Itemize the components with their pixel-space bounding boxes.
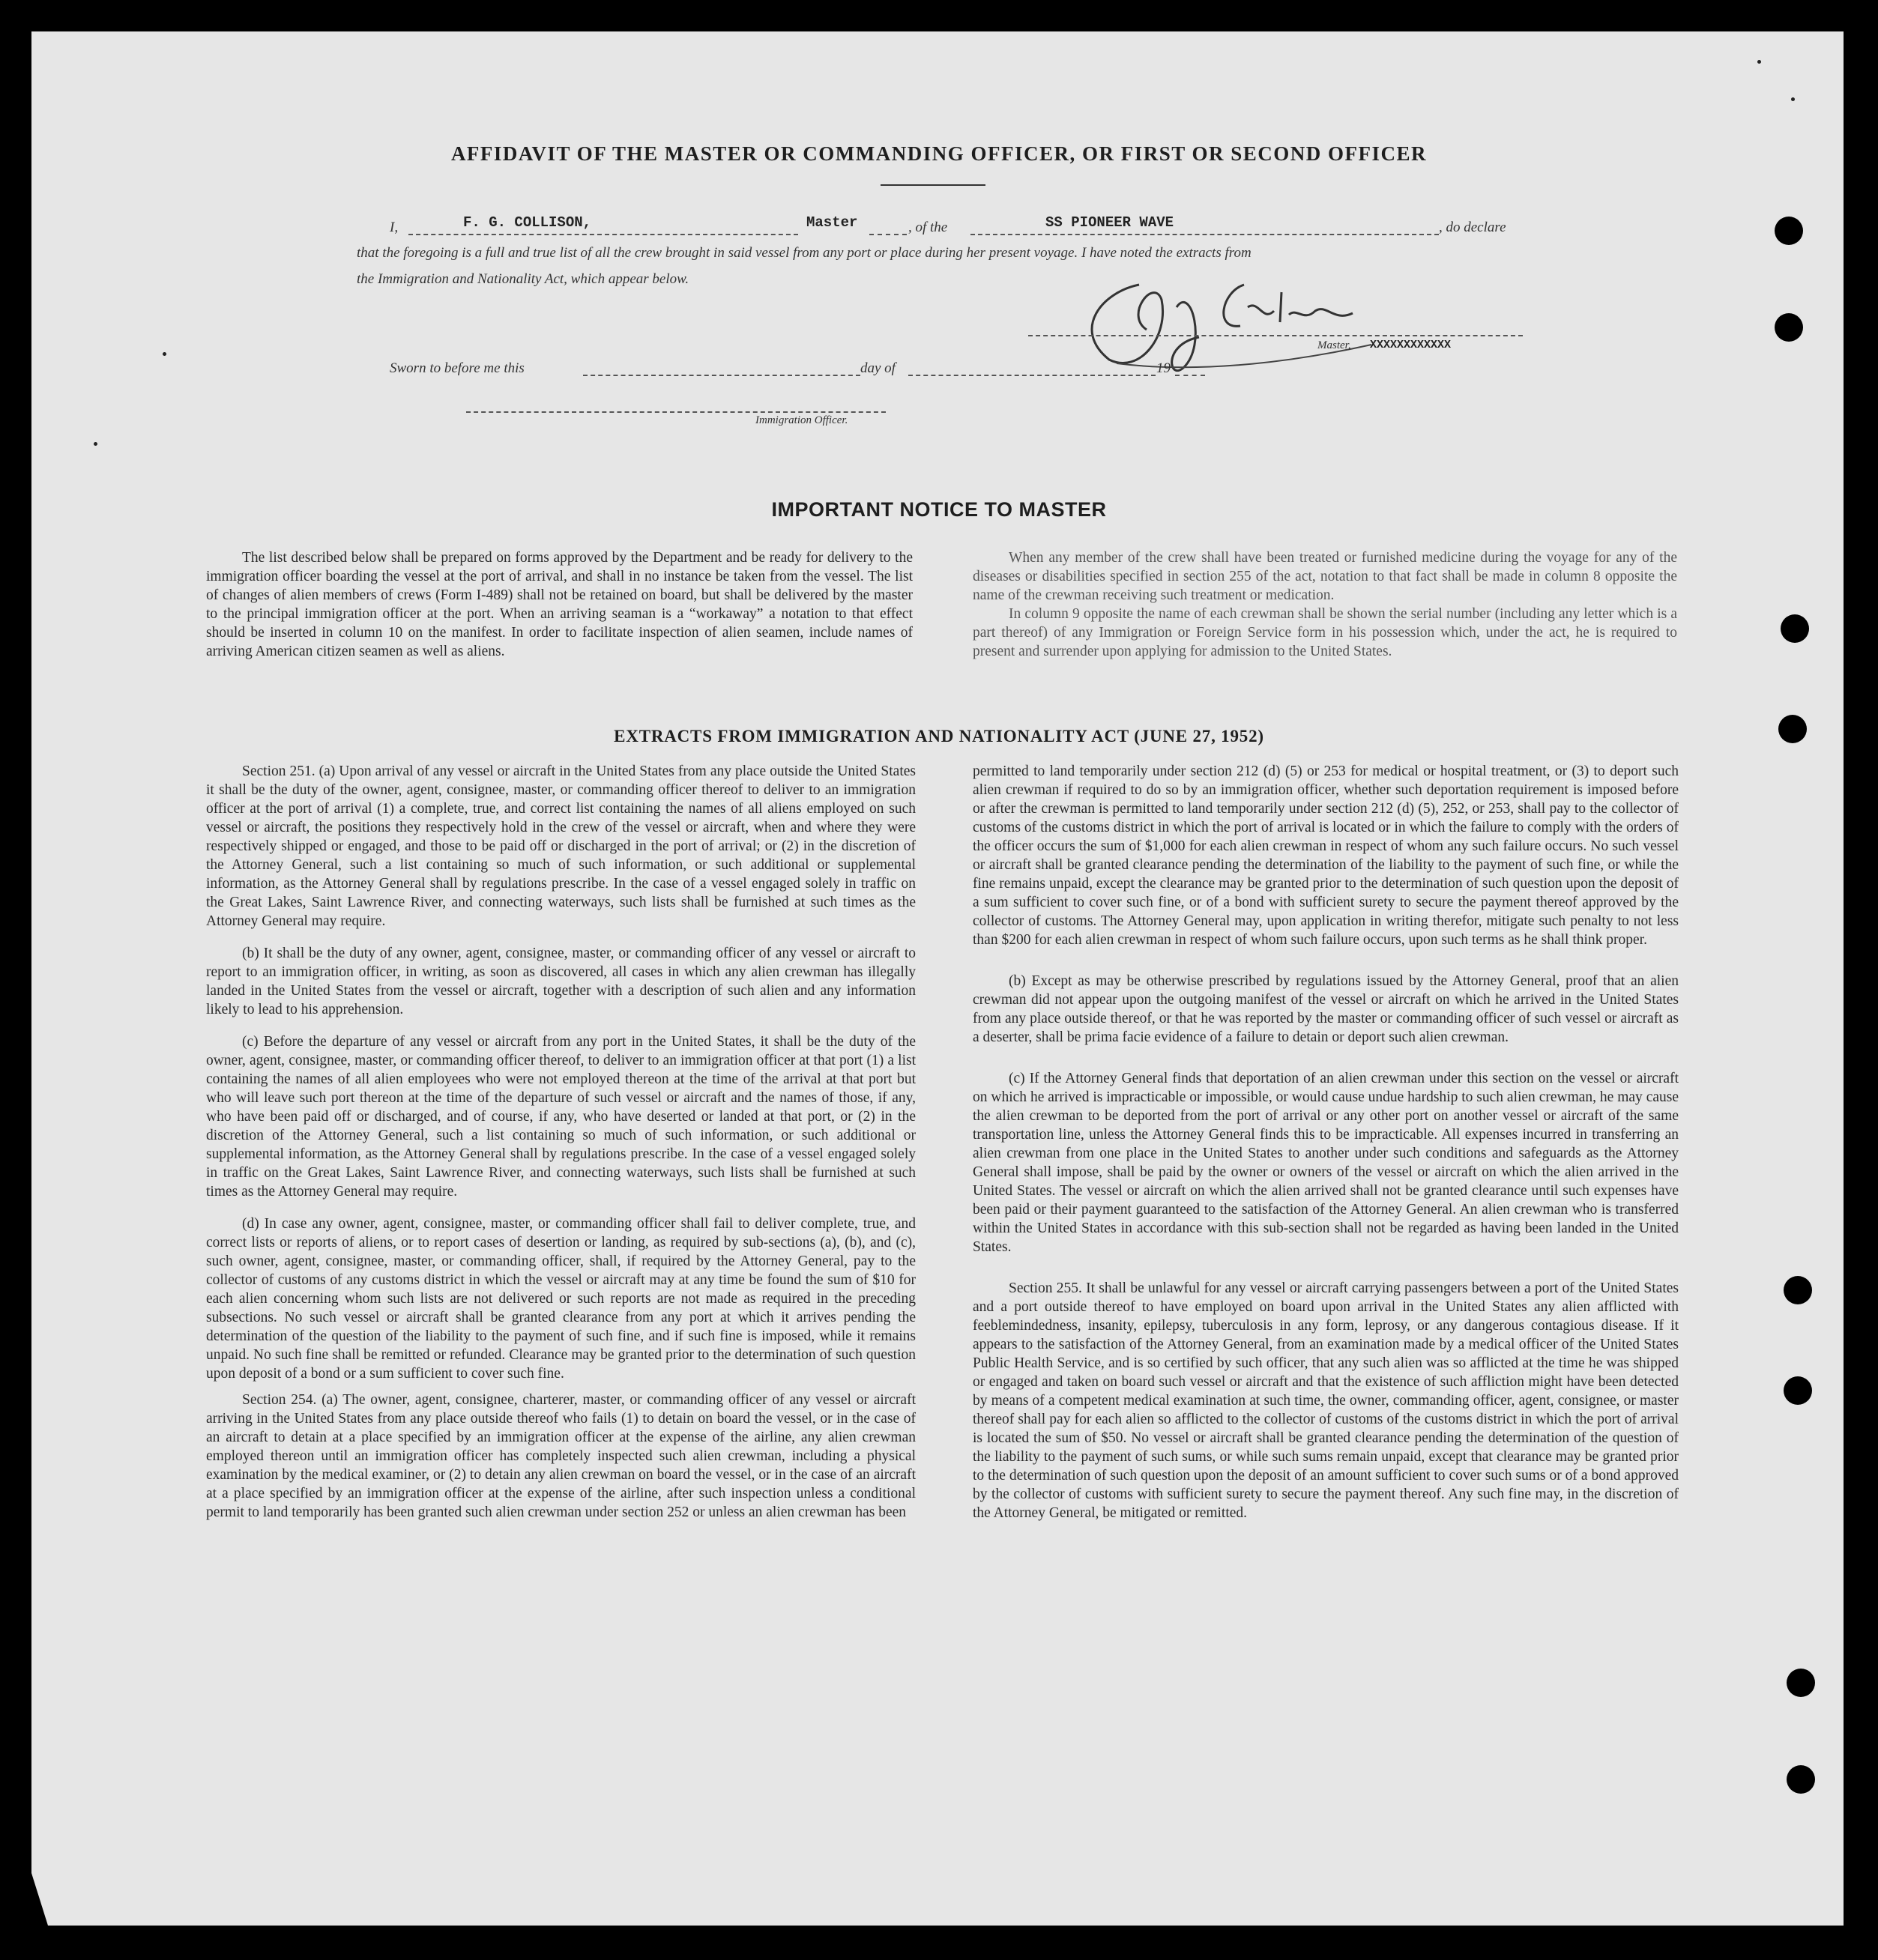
section-251-b: (b) It shall be the duty of any owner, agent, consignee, master, or commanding officer of any vessel or aircraft to report to an immigration officer, in writing, as soon as discovered, all cases in which any alien crewman has illegally landed in the United States from the vessel or aircraft, together with a description of such alien and any information likely to lead to his apprehension.: [206, 946, 916, 1017]
extracts-left-column: [206, 762, 916, 1529]
scan-speck: [163, 352, 166, 356]
master-name: F. G. COLLISON,: [463, 214, 592, 231]
rank-line: [869, 234, 907, 235]
extracts-right-column: [973, 762, 1679, 1530]
officer-line: [466, 411, 886, 413]
section-254-c: (c) If the Attorney General finds that deportation of an alien crewman under this section on the vessel or aircraft on which he arrived is impracticable or impossible, or would cause undue hardship to such alien crewman, he may cause the alien crewman to be deported from the port of arrival or any other port on another vessel or aircraft of the same transportation line, unless the Attorney General finds this to be impracticable. All expenses incurred in transferring an alien crewman from one place in the United States to another under such conditions and safeguards as the Attorney General shall impose, shall be paid by the owner or owners of the vessel or aircraft on which the alien arrived in the United States. The vessel or aircraft on which the alien arrived shall not be granted clearance until such expenses have been paid or their payment guaranteed to the satisfaction of the Attorney General. An alien crewman who is transferred within the United States in accordance with this sub-section shall not be regarded as having been landed in the United States.: [973, 1071, 1679, 1255]
notice-right-text-1: When any member of the crew shall have been treated or furnished medicine during the voyage for any of the diseases or disabilities specified in section 255 of the act, notation to that fact shall be made in column 8 opposite the name of the crewman receiving such treatment or medication.: [973, 550, 1677, 603]
name-line: [408, 234, 798, 235]
master-label: Master,: [1317, 339, 1351, 351]
sworn-day-line: [583, 375, 860, 376]
struck-title: XXXXXXXXXXXX: [1370, 339, 1452, 351]
notice-title: IMPORTANT NOTICE TO MASTER: [771, 498, 1107, 521]
i-label: I,: [390, 220, 399, 235]
vessel-name: SS PIONEER WAVE: [1045, 214, 1174, 231]
scan-speck: [94, 442, 97, 446]
of-the-label: , of the: [908, 220, 948, 235]
punch-hole: [1775, 217, 1803, 245]
section-254-b: (b) Except as may be otherwise prescribed by regulations issued by the Attorney General, proof that an alien crewman did not appear upon the outgoing manifest of the vessel or aircraft on which he arrived in the United States from any place outside thereof, or that he was reported by the master or commanding officer of such vessel or aircraft as a deserter, shall be prima facie evidence of a failure to detain or deport such alien crewman.: [973, 973, 1679, 1045]
master-signature: [1057, 270, 1386, 382]
affidavit-title: AFFIDAVIT OF THE MASTER OR COMMANDING OFFICER, OR FIRST OR SECOND OFFICER: [450, 142, 1428, 165]
sworn-year-line: [1175, 375, 1205, 376]
signature-line: [1028, 335, 1523, 336]
section-254-a-cont: permitted to land temporarily under section 212 (d) (5) or 253 for medical or hospital treatment, or (3) to deport such alien crewman if required to do so by an immigration officer, whether such deportation requirement is imposed before or after the crewman is permitted to land temporarily under section 212 (d) (5), 252, or 253, shall pay to the collector of customs of the customs district in which the port of arrival is located or in which the failure to comply with the orders of the officer occurs the sum of $1,000 for each alien crewman in respect of whom any such failure occurs. No such vessel or aircraft shall be granted clearance pending the determination of the liability to the payment of such fine, or while the fine remains unpaid, except the clearance may be granted prior to the determination of such question upon the deposit of a sum sufficient to cover such fine, or of a bond with sufficient surety to secure the payment thereof approved by the collector of customs. The Attorney General may, upon application in writing therefor, mitigate such penalty to not less than $200 for each alien crewman in respect of whom such failure occurs, upon such terms as he shall think proper.: [973, 763, 1679, 948]
punch-hole: [1787, 1669, 1815, 1697]
section-251-a: Section 251. (a) Upon arrival of any vessel or aircraft in the United States from any place outside the United States it shall be the duty of the owner, agent, consignee, master, or commanding officer thereof to deliver to an immigration officer at the port of arrival (1) a complete, true, and correct list containing the names of all aliens employed on such vessel or aircraft, the positions they respectively hold in the crew of the vessel or aircraft, when and where they were respectively shipped or engaged, and those to be paid off or discharged in the port of arrival; or (2) in the discretion of the Attorney General, such a list containing so much of such information, or such additional or supplemental information, as the Attorney General shall by regulations prescribe. In the case of a vessel engaged solely in traffic on the Great Lakes, Saint Lawrence River, and connecting waterways, such lists shall be furnished at such times as the Attorney General may require.: [206, 763, 916, 929]
sworn-label: Sworn to before me this: [390, 360, 525, 376]
extracts-title: EXTRACTS FROM IMMIGRATION AND NATIONALITY ACT (JUNE 27, 1952): [614, 727, 1264, 745]
notice-right-column: [973, 548, 1677, 668]
day-of-label: day of: [860, 360, 896, 376]
scan-speck: [1757, 60, 1761, 64]
scan-speck: [1791, 97, 1795, 101]
punch-hole: [1784, 1276, 1812, 1304]
statement-line-2: the Immigration and Nationality Act, which appear below.: [357, 271, 689, 287]
statement-line-1: that the foregoing is a full and true list of all the crew brought in said vessel from any port or place during her present voyage. I have noted the extracts from: [357, 245, 1252, 261]
sworn-month-line: [908, 375, 1156, 376]
title-rule: [881, 184, 985, 186]
officer-label: Immigration Officer.: [755, 414, 848, 426]
punch-hole: [1787, 1765, 1815, 1794]
punch-hole: [1781, 614, 1809, 643]
punch-hole: [1784, 1376, 1812, 1405]
punch-hole: [1775, 313, 1803, 342]
notice-left-text: The list described below shall be prepared on forms approved by the Department and be ready for delivery to the immigration officer boarding the vessel at the port of arrival, and shall in no instance be taken from the vessel. The list of changes of alien members of crews (Form I-489) shall not be retained on board, but shall be delivered by the master to the principal immigration officer at the port. When an arriving seaman is a “workaway” a notation to that effect should be inserted in column 10 on the manifest. In order to facilitate inspection of alien seamen, include names of arriving American citizen seamen as well as aliens.: [206, 550, 913, 659]
vessel-line: [970, 234, 1439, 235]
section-255: Section 255. It shall be unlawful for any vessel or aircraft carrying passengers between a port of the United States and a port outside thereof to have employed on board upon arrival in the United States any alien afflicted with feeblemindedness, insanity, epilepsy, tuberculosis in any form, leprosy, or any dangerous contagious disease. If it appears to the satisfaction of the Attorney General, from an examination made by a medical officer of the United States Public Health Service, and is so certified by such officer, that any such alien was so afflicted at the time he was shipped or engaged and taken on board such vessel or aircraft and that the existence of such affliction might have been detected by means of a competent medical examination at such time, the owner, commanding officer, agent, consignee, or master thereof shall pay for each alien so afflicted to the collector of customs of the customs district in which the port of arrival is located the sum of $50. No vessel or aircraft shall be granted clearance pending the determination of the question of the liability to the payment of such sums, or while such sums remain unpaid, except that clearance may be granted prior to the determination of such question upon the deposit of an amount sufficient to cover such sums or of a bond approved by the collector of customs with sufficient surety to secure the payment thereof. Any such fine may, in the discretion of the Attorney General, be mitigated or remitted.: [973, 1280, 1679, 1521]
section-251-c: (c) Before the departure of any vessel or aircraft from any port in the United States, it shall be the duty of the owner, agent, consignee, master, or commanding officer thereof, to deliver to an immigration officer at that port (1) a list containing the names of all alien employees who were not employed thereon at the time of the arrival at that port but who will leave such port thereon at the time of the departure of such vessel or aircraft and the names of those, if any, who have been paid off or discharged, and of course, if any, who have deserted or landed at that port, or (2) in the discretion of the Attorney General, such a list containing so much of such information, or such additional or supplemental information, as the Attorney General shall by regulations prescribe. In the case of a vessel engaged solely in traffic on the Great Lakes, Saint Lawrence River, and connecting waterways, such lists shall be furnished at such times as the Attorney General may require.: [206, 1034, 916, 1200]
year-label: 19: [1156, 360, 1171, 376]
section-254-a: Section 254. (a) The owner, agent, consignee, charterer, master, or commanding officer of any vessel or aircraft arriving in the United States from any place outside thereof who fails (1) to detain on board the vessel, or in the case of an aircraft to detain at a place specified by an immigration officer at the expense of the airline, any alien crewman employed thereon until an immigration officer has completely inspected such alien crewman, including a physical examination by the medical examiner, or (2) to detain any alien crewman on board the vessel, or in the case of an aircraft at a place specified by an immigration officer at the expense of the airline, after such inspection unless a conditional permit to land temporarily has been granted such alien crewman under section 252 or unless an alien crewman has been: [206, 1392, 916, 1520]
section-251-d: (d) In case any owner, agent, consignee, master, or commanding officer shall fail to deliver complete, true, and correct lists or reports of aliens, or to report cases of desertion or landing, as required by sub-sections (a), (b), and (c), such owner, agent, consignee, master, or commanding officer, shall, if required by the Attorney General, pay to the collector of customs of any customs district in which the vessel or aircraft may at any time be found the sum of $10 for each alien concerning whom such lists are not delivered or such reports are not made as required in the preceding subsections. No such vessel or aircraft shall be granted clearance from any port at which it arrives pending the determination of the question of the liability to the payment of such fine, and if such fine is imposed, while it remains unpaid. No such fine shall be remitted or refunded. Clearance may be granted prior to the determination of such question upon deposit of a bond or a sum sufficient to cover such fine.: [206, 1216, 916, 1382]
rank-value: Master: [806, 214, 858, 231]
declare-label: , do declare: [1439, 220, 1506, 235]
notice-left-column: [206, 548, 913, 668]
notice-right-text-2: In column 9 opposite the name of each crewman shall be shown the serial number (including any letter which is a part thereof) of any Immigration or Foreign Service form in his possession which, under the act, he is required to present and surrender upon applying for admission to the United States.: [973, 606, 1677, 659]
